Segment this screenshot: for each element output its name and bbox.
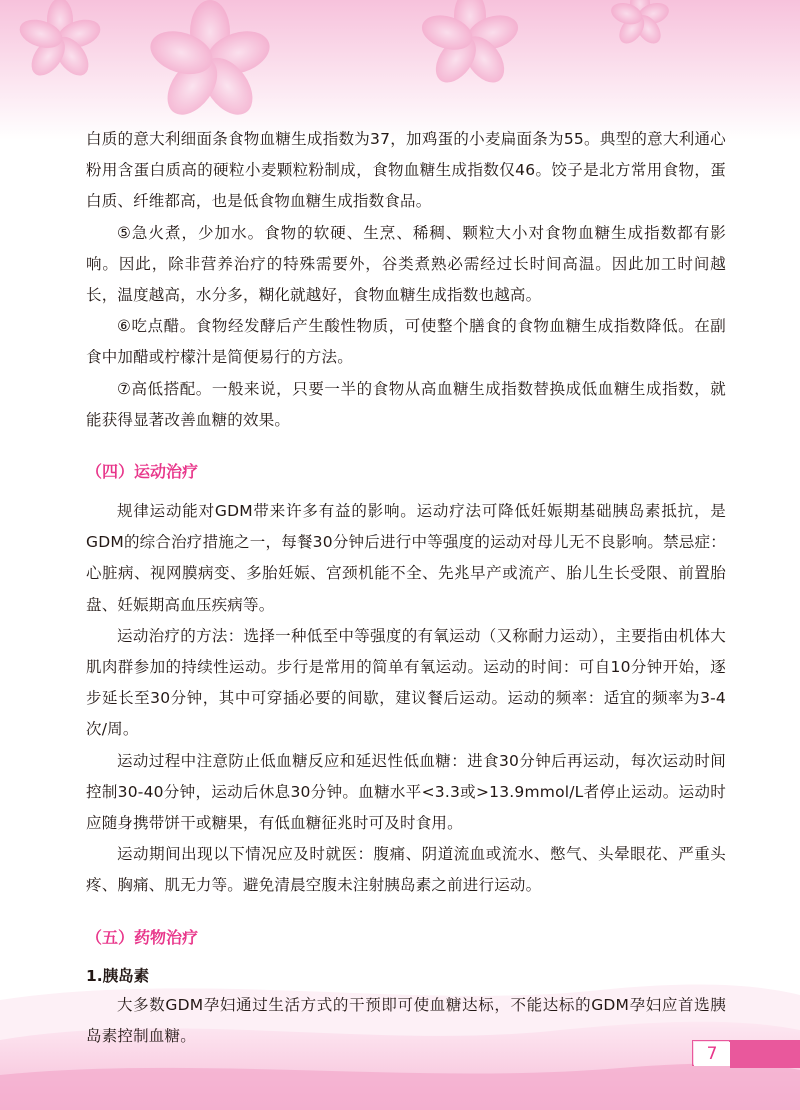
section-heading-exercise: （四）运动治疗 — [86, 462, 199, 482]
subheading-insulin: 1.胰岛素 — [86, 966, 150, 985]
header-floral-decoration — [0, 0, 800, 140]
page-number-bar — [730, 1040, 800, 1068]
paragraph-insulin: 大多数GDM孕妇通过生活方式的干预即可使血糖达标，不能达标的GDM孕妇应首选胰岛素控制血糖。 — [86, 995, 726, 1045]
paragraph-exercise-method: 运动治疗的方法：选择一种低至中等强度的有氧运动（又称耐力运动），主要指由机体大肌肉群参加的持续性运动。步行是常用的简单有氧运动。运动的时间：可自10分钟开始，逐步延长至30分钟，其中可穿插必要的间歇，建议餐后运动。运动的频率：适宜的频率为3-4次/周。 — [86, 626, 726, 739]
paragraph-vinegar: ⑥吃点醋。食物经发酵后产生酸性物质，可使整个膳食的食物血糖生成指数降低。在副食中加醋或柠檬汁是简便易行的方法。 — [86, 317, 726, 367]
page-content — [86, 124, 726, 1052]
paragraph-cooking: ⑤急火煮，少加水。食物的软硬、生烹、稀稠、颗粒大小对食物血糖生成指数都有影响。因此，除非营养治疗的特殊需要外，谷类煮熟必需经过长时间高温。因此加工时间越长，温度越高，水分多，糊化就越好，食物血糖生成指数也越高。 — [86, 223, 726, 305]
page-number: 7 — [694, 1042, 730, 1066]
paragraph-exercise-seek-care: 运动期间出现以下情况应及时就医：腹痛、阴道流血或流水、憋气、头晕眼花、严重头疼、胸痛、肌无力等。避免清晨空腹未注射胰岛素之前进行运动。 — [86, 845, 726, 895]
paragraph-exercise-benefits: 规律运动能对GDM带来许多有益的影响。运动疗法可降低妊娠期基础胰岛素抵抗，是GDM的综合治疗措施之一，每餐30分钟后进行中等强度的运动对母儿无不良影响。禁忌症：心脏病、视网膜病变、多胎妊娠、宫颈机能不全、先兆早产或流产、胎儿生长受限、前置胎盘、妊娠期高血压疾病等。 — [86, 502, 726, 614]
paragraph-combination: ⑦高低搭配。一般来说，只要一半的食物从高血糖生成指数替换成低血糖生成指数，就能获得显著改善血糖的效果。 — [86, 379, 726, 429]
section-heading-medication: （五）药物治疗 — [86, 927, 199, 947]
paragraph-exercise-precautions: 运动过程中注意防止低血糖反应和延迟性低血糖：进食30分钟后再运动，每次运动时间控制30-40分钟，运动后休息30分钟。血糖水平<3.3或>13.9mmol/L者停止运动。运动时应随身携带饼干或糖果，有低血糖征兆时可及时食用。 — [86, 751, 726, 833]
paragraph-gi-pasta: 白质的意大利细面条食物血糖生成指数为37，加鸡蛋的小麦扁面条为55。典型的意大利通心粉用含蛋白质高的硬粒小麦颗粒粉制成，食物血糖生成指数仅46。饺子是北方常用食物，蛋白质、纤维都高，也是低食物血糖生成指数食品。 — [86, 130, 726, 211]
